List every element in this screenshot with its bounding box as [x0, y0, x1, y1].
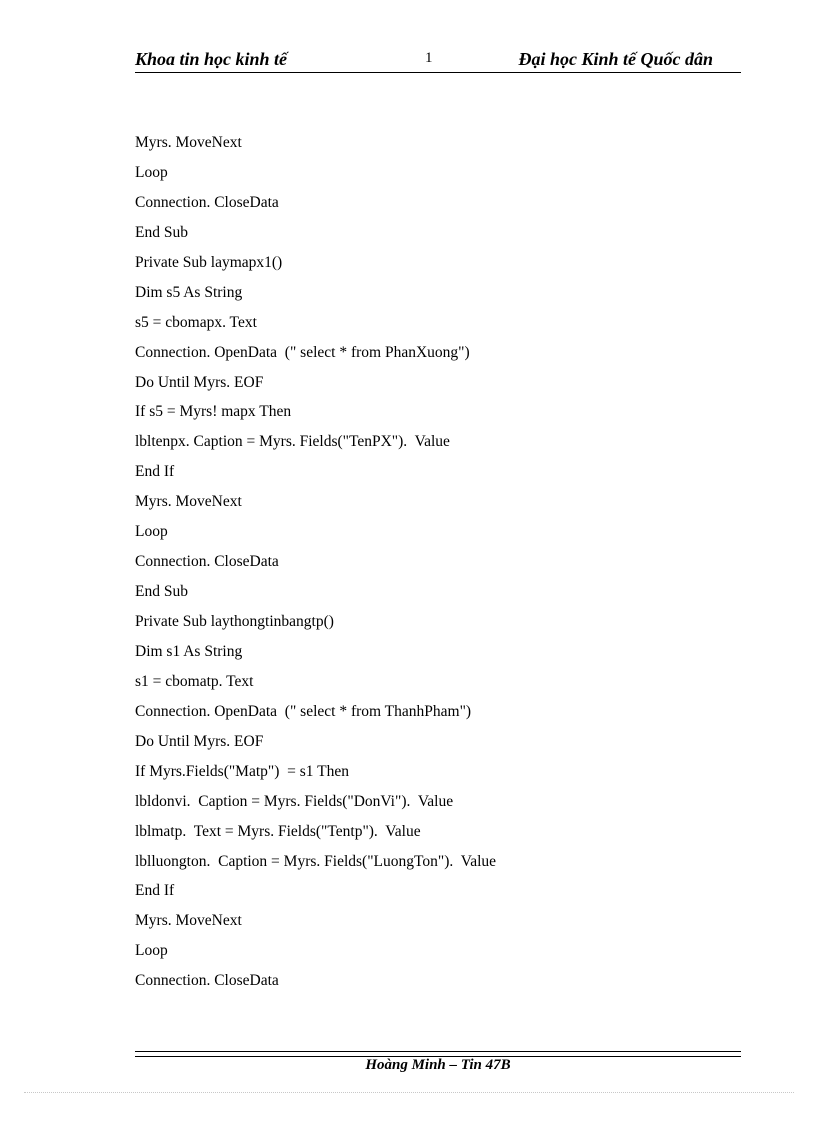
code-line: Myrs. MoveNext	[135, 912, 242, 930]
code-line: lblluongton. Caption = Myrs. Fields("LuongTon"). Value	[135, 852, 497, 870]
code-line: Do Until Myrs. EOF	[135, 373, 264, 391]
code-line: lbltenpx. Caption = Myrs. Fields("TenPX"). Value	[135, 433, 450, 451]
code-line: s5 = cbomapx. Text	[135, 313, 257, 331]
code-line: If s5 = Myrs! mapx Then	[135, 403, 292, 421]
code-line: Connection. CloseData	[135, 553, 279, 571]
footer-author: Hoàng Minh – Tin 47B	[365, 1057, 511, 1073]
code-line: Do Until Myrs. EOF	[135, 732, 264, 750]
code-listing	[135, 131, 741, 999]
code-line: Connection. CloseData	[135, 193, 279, 211]
code-line: Connection. CloseData	[135, 972, 279, 990]
code-line: End Sub	[135, 223, 188, 241]
page-number: 1	[425, 50, 433, 66]
code-line: lblmatp. Text = Myrs. Fields("Tentp"). Value	[135, 822, 421, 840]
code-line: If Myrs.Fields("Matp") = s1 Then	[135, 762, 349, 780]
code-line: Dim s1 As String	[135, 642, 243, 660]
code-line: End Sub	[135, 583, 188, 601]
code-line: Connection. OpenData (" select * from PhanXuong")	[135, 343, 470, 361]
code-line: Loop	[135, 942, 168, 960]
code-line: Dim s5 As String	[135, 283, 243, 301]
page-header	[135, 46, 741, 73]
code-line: Loop	[135, 523, 168, 541]
code-line: Myrs. MoveNext	[135, 134, 242, 151]
code-line: Private Sub laymapx1()	[135, 253, 283, 271]
code-line: Private Sub laythongtinbangtp()	[135, 613, 334, 630]
code-line: End If	[135, 882, 175, 900]
faculty-name: Khoa tin học kinh tế	[135, 49, 288, 69]
code-line: Loop	[135, 163, 168, 181]
university-name: Đại học Kinh tế Quốc dân	[518, 49, 713, 69]
code-line: Connection. OpenData (" select * from ThanhPham")	[135, 702, 472, 720]
page-bottom-border	[24, 1092, 794, 1093]
code-line: s1 = cbomatp. Text	[135, 672, 254, 690]
code-line: Myrs. MoveNext	[135, 493, 242, 511]
code-line: lbldonvi. Caption = Myrs. Fields("DonVi"). Value	[135, 792, 454, 810]
code-line: End If	[135, 463, 175, 481]
